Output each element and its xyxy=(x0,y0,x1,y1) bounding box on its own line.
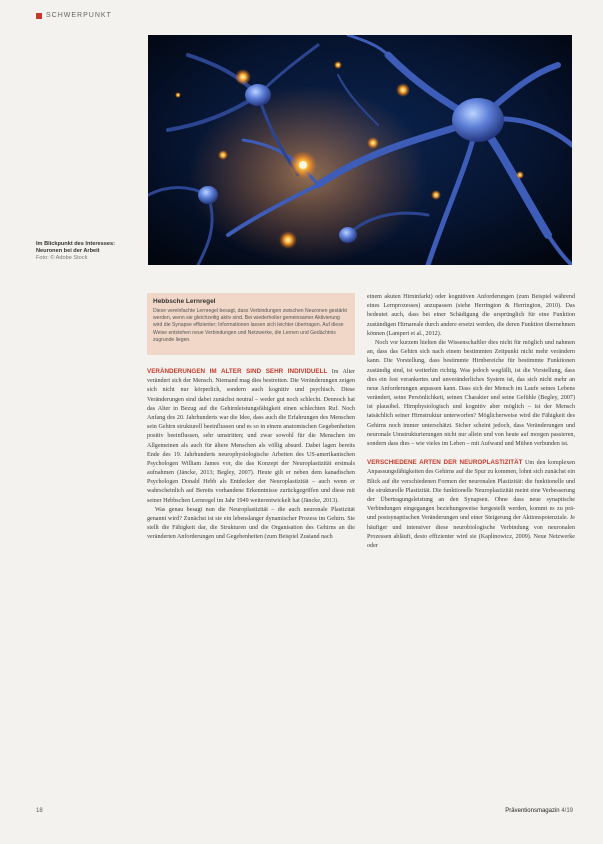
section-marker xyxy=(36,13,42,19)
section-heading: VERÄNDERUNGEN IM ALTER SIND SEHR INDIVIDUELL xyxy=(147,368,328,375)
figure-caption xyxy=(36,241,136,262)
info-box xyxy=(147,293,355,355)
info-box-body: Diese vereinfachte Lernregel besagt, dass Verbindungen zwischen Neuronen gestärkt werden, wenn sie gleichzeitig aktiv sind. Bei wiederholter gemeinsamer Aktivierung wird die Synapse effizienter; Informationen lassen sich leichter übertragen. Auf diese Weise entstehen neue Verbindungen und Netzwerke, die Lernen und Gedächtnis zugrunde liegen. xyxy=(153,308,347,343)
paragraph: Noch vor kurzem hielten die Wissenschaftler dies nicht für möglich und nahmen an, dass das Gehirn sich nach einem bestimmten Zeitpunkt nicht mehr verändern kann. Die Vorstellung, dass bestimmte Hirnbereiche für bestimmte Funktionen zuständig sind, ist weiterhin richtig. Was jedoch wegfällt, ist die Vorstellung, dass dies ein fest verankertes und unveränderliches System ist, das sich nicht mehr an neue Anforderungen anpassen kann. Dass sich der Mensch im Laufe seines Lebens verändert, seine Persönlichkeit, seinen Charakter und seine Gefühle (Begley, 2007) ist plausibel. Hirnphysiologisch und kognitiv aber möglich – ist der Mensch tatsächlich seiner Hirnstruktur unterworfen? Möglicherweise wird die Fähigkeit des Gehirns noch immer unterschätzt. Sicher scheint jedoch, dass Veränderungen und neuronale Umstrukturierungen nicht nur allein und von heute auf morgen passieren, sondern dass dies – wie vieles im Leben – mit Aufwand und Mühen verbunden ist. xyxy=(367,339,575,447)
paragraph xyxy=(147,367,355,506)
text-column-left xyxy=(147,367,355,543)
info-box-title: Hebbsche Lernregel xyxy=(153,298,216,305)
caption-title: Im Blickpunkt des Interesses: Neuronen bei der Arbeit xyxy=(36,241,115,254)
journal-footer xyxy=(505,808,573,814)
section-tag xyxy=(36,12,112,19)
page-number: 18 xyxy=(36,808,43,814)
paragraph-text: Im Alter verändert sich der Mensch. Niemand mag dies bestreiten. Die Veränderungen zeigen sich nicht nur körperlich, sondern auch kognitiv und psychisch. Diese Veränderungen sind dabei zunächst neutral – weder gut noch schlecht. Dennoch hat das Alter in Bezug auf die Gehirnleistungsfähigkeit einen schlechten Ruf. Noch Anfang des 20. Jahrhunderts war die Idee, dass auch die Erfahrungen des Menschen sein Gehirn strukturell beeinflussen und es so in einem anatomischen Gegebenheiten positiv beeinflussen, sehr umstritten; und zwar sowohl für die Menschen im Allgemeinen als auch für ältere Menschen als völlig absurd. Dabei lagen bereits Ende des 19. Jahrhunderts neurophysiologische Arbeiten des US-amerikanischen Psychologen William James vor, die das Konzept der Neuroplastizität erstmals aufnahmen (Jäncke, 2013; Begley, 2007). Heute gilt er neben dem kanadischen Psychologen Donald Hebb als Entdecker der Neuroplastizität – auch wenn er wahrscheinlich auf Bereits vorhandene Erkenntnisse zurückgegriffen und diese mit seiner Hebbschen Lernregel im Jahr 1949 weiterentwickelt hat (Jäncke, 2013). xyxy=(147,369,355,504)
neurons-illustration xyxy=(148,35,572,265)
neurons-photo xyxy=(148,35,572,265)
issue-number: 4/19 xyxy=(561,808,573,814)
paragraph: einem akuten Hirninfarkt) oder kognitiven Anforderungen (zum Beispiel während eines Lernprozesses) anzupassen (siehe Herrington & Herrington, 2010). Das bedeutet auch, dass bei einer Schädigung die ursprünglich für eine Funktion zuständigen Hirnareale durch andere ersetzt werden, die deren Funktion übernehmen können (Lampert et al., 2012). xyxy=(367,294,575,337)
paragraph: Was genau besagt nun die Neuroplastizität – die auch neuronale Plastizität genannt wird? Zunächst ist sie ein lebenslanger dynamischer Prozess im Gehirn. Sie stellt die Fähigkeit dar, die Strukturen und die Organisation des Gehirns an die veränderten Anforderungen und Gegebenheiten (zum Beispiel Zustand nach xyxy=(147,506,355,541)
caption-credit: Foto: © Adobe Stock xyxy=(36,255,88,261)
section-heading: VERSCHIEDENE ARTEN DER NEUROPLASTIZITÄT xyxy=(367,459,523,467)
paragraph-text: Um den komplexen Anpassungsfähigkeiten des Gehirns auf die Spur zu kommen, lohnt sich zunächst ein Blick auf die verschiedenen Formen der neuronalen Plastizität: die funktionelle und die strukturelle Plastizität. Die funktionelle Neuroplastizität meint eine Verbesserung der Übertragungsleistung an den Synapsen. Ohne dass neue synaptische Verbindungen eingegangen beziehungsweise hergestellt werden, kommt es zu prä- und postsynaptischen Veränderungen und einer Steigerung der Aktionspotenziale. Je häufiger und intensiver diese neurobiologische Verbindung von neuronalen Prozessen abläuft, desto effizienter wird sie (Kaplinowicz, 2009). Neue Netzwerke oder xyxy=(367,460,575,549)
paragraph xyxy=(367,458,575,551)
section-label: SCHWERPUNKT xyxy=(46,12,112,19)
journal-name: Präventionsmagazin xyxy=(505,808,560,814)
text-column-right xyxy=(367,293,575,551)
